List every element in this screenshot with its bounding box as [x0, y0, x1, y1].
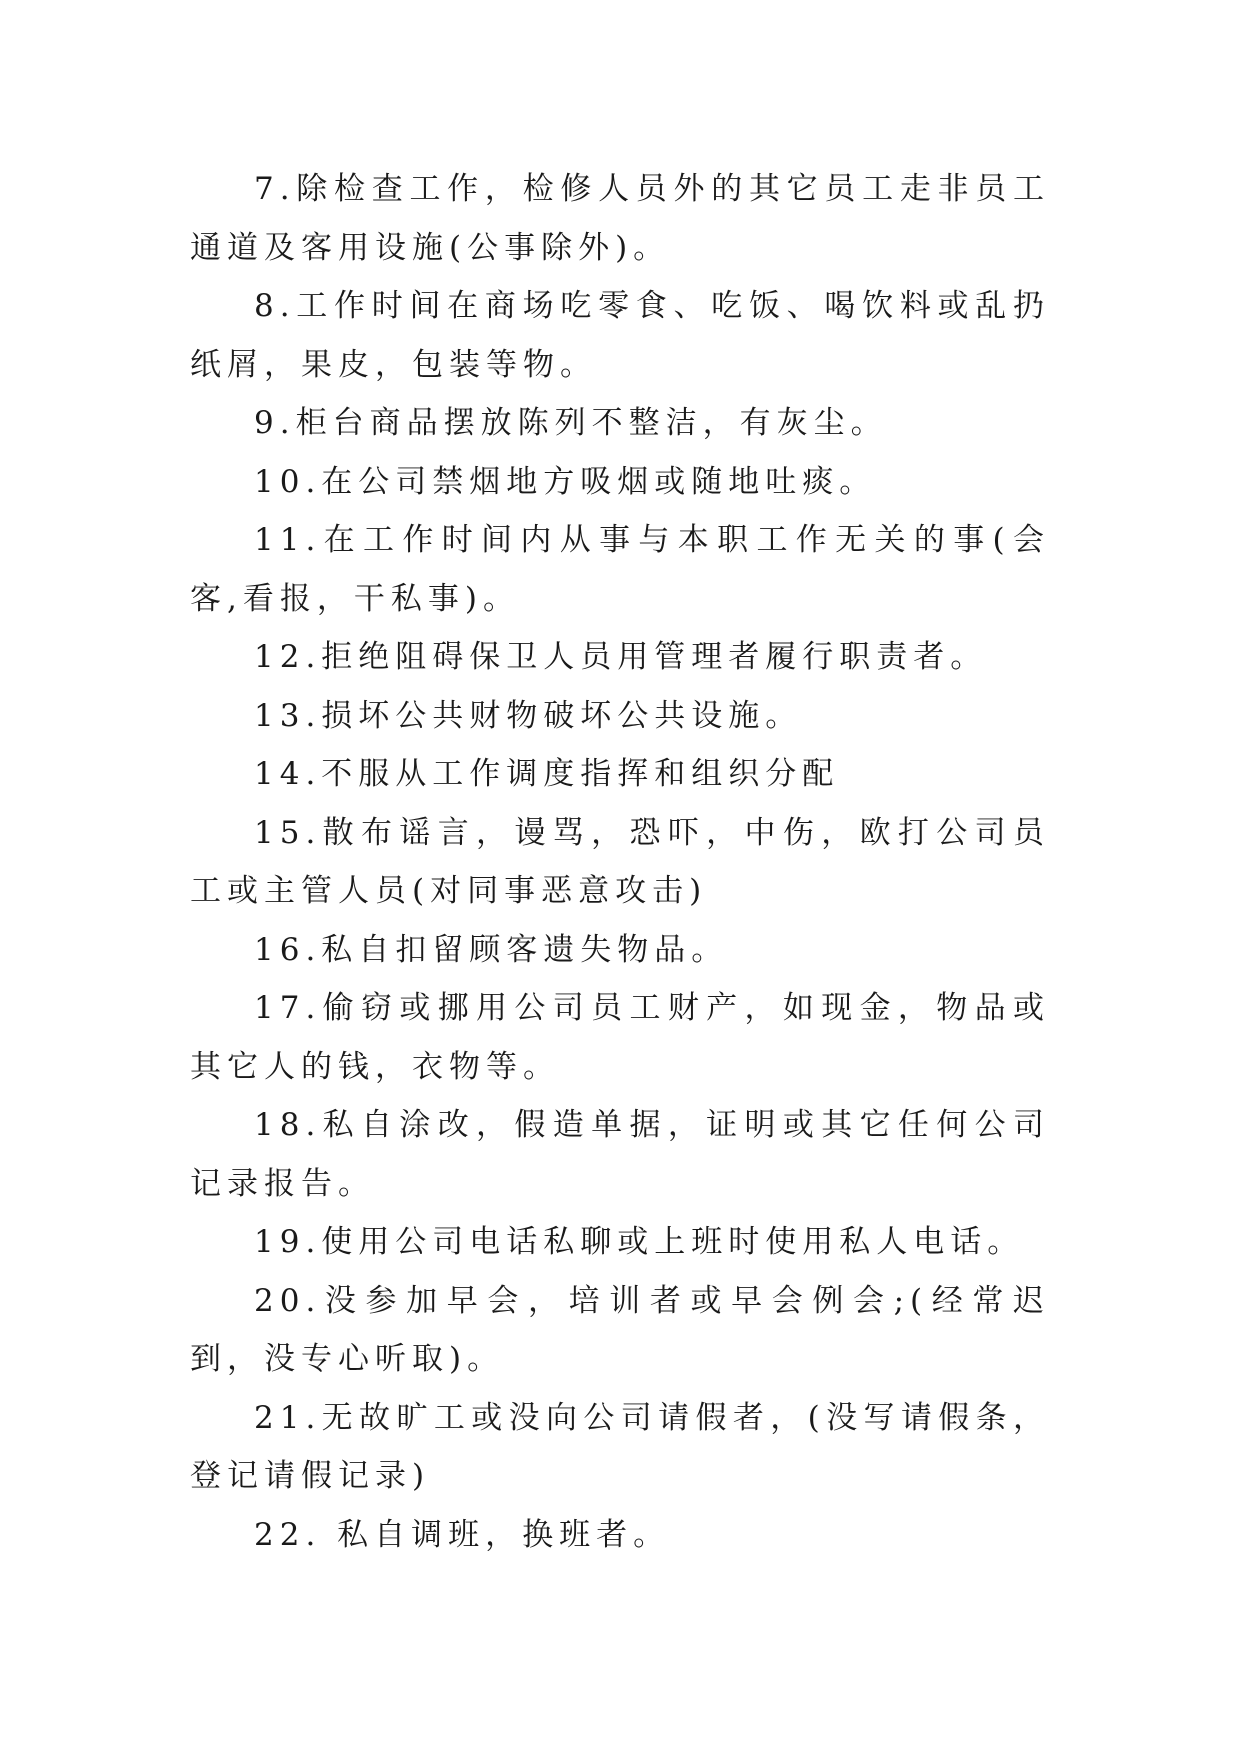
- list-item: 17.偷窃或挪用公司员工财产，如现金，物品或其它人的钱，衣物等。: [190, 990, 1050, 1085]
- list-item: 13.损坏公共财物破坏公共设施。: [254, 697, 803, 734]
- list-item: 14.不服从工作调度指挥和组织分配: [254, 756, 840, 792]
- list-item: 9.柜台商品摆放陈列不整洁，有灰尘。: [254, 405, 888, 441]
- list-item: 20.没参加早会，培训者或早会例会;(经常迟到，没专心听取)。: [190, 1282, 1050, 1377]
- document-body: [190, 160, 1050, 1564]
- list-item: 12.拒绝阻碍保卫人员用管理者履行职责者。: [254, 639, 988, 675]
- list-item: 22. 私自调班，换班者。: [254, 1516, 671, 1553]
- list-item: 11.在工作时间内从事与本职工作无关的事(会客,看报，干私事)。: [190, 522, 1050, 617]
- list-item: 15.散布谣言，谩骂，恐吓，中伤，欧打公司员工或主管人员(对同事恶意攻击): [190, 814, 1050, 909]
- list-item: 18.私自涂改，假造单据，证明或其它任何公司记录报告。: [190, 1107, 1050, 1202]
- list-item: 19.使用公司电话私聊或上班时使用私人电话。: [254, 1224, 1025, 1260]
- list-item: 8.工作时间在商场吃零食、吃饭、喝饮料或乱扔纸屑，果皮，包装等物。: [190, 288, 1050, 383]
- list-item: 16.私自扣留顾客遗失物品。: [254, 931, 729, 968]
- list-item: 21.无故旷工或没向公司请假者，(没写请假条，登记请假记录): [190, 1399, 1050, 1494]
- list-item: 7.除检查工作，检修人员外的其它员工走非员工通道及客用设施(公事除外)。: [190, 171, 1050, 266]
- list-item: 10.在公司禁烟地方吸烟或随地吐痰。: [254, 463, 877, 500]
